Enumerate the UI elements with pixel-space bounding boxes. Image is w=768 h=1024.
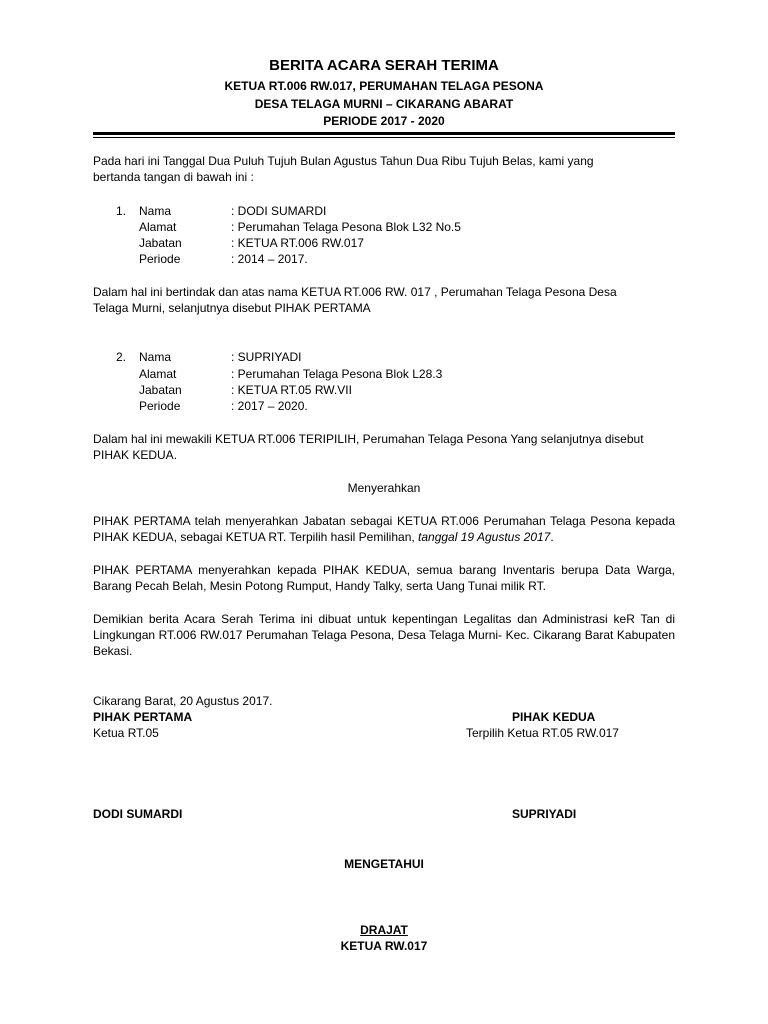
party-2-name-label: Nama (139, 350, 172, 364)
intro-line-1: Pada hari ini Tanggal Dua Puluh Tujuh Bulan Agustus Tahun Dua Ribu Tujuh Belas, kami yang (93, 154, 594, 168)
header-divider-thin (93, 137, 675, 138)
paragraph-handover-text: PIHAK PERTAMA telah menyerahkan Jabatan sebagai KETUA RT.006 Perumahan Telaga Pesona kepada PIHAK KEDUA, sebagai KETUA RT. Terpilih hasil Pemilihan, (93, 514, 675, 544)
party-2-number: 2. (116, 350, 127, 364)
paragraph-handover (93, 513, 675, 545)
left-signatory-title: PIHAK PERTAMA (93, 710, 193, 724)
party-1-description-line-2: Telaga Murni, selanjutnya disebut PIHAK PERTAMA (93, 301, 371, 315)
document-title: BERITA ACARA SERAH TERIMA (269, 57, 499, 74)
left-signatory-role: Ketua RT.05 (93, 726, 159, 740)
party-2-address-value: : Perumahan Telaga Pesona Blok L28.3 (231, 367, 443, 381)
right-signatory-role: Terpilih Ketua RT.05 RW.017 (466, 726, 619, 740)
party-2-name-value: : SUPRIYADI (231, 350, 302, 364)
paragraph-handover-end: . (550, 530, 554, 544)
header-line-2: DESA TELAGA MURNI – CIKARANG ABARAT (254, 97, 514, 111)
party-1-address-label: Alamat (139, 220, 177, 234)
witness-role: KETUA RW.017 (340, 939, 428, 953)
place-date: Cikarang Barat, 20 Agustus 2017. (93, 694, 273, 708)
party-1-period-label: Periode (139, 252, 181, 266)
paragraph-inventory: PIHAK PERTAMA menyerahkan kepada PIHAK KEDUA, semua barang Inventaris berupa Data Warga, Barang Pecah Belah, Mesin Potong Rumput, Handy Talky, serta Uang Tunai milik RT. (93, 563, 675, 593)
paragraph-handover-date: tanggal 19 Agustus 2017 (418, 530, 551, 544)
party-2-period-label: Periode (139, 399, 181, 413)
party-1-number: 1. (116, 204, 127, 218)
party-1-description-line-1: Dalam hal ini bertindak dan atas nama KETUA RT.006 RW. 017 , Perumahan Telaga Pesona Desa (93, 285, 617, 299)
party-1-period-value: : 2014 – 2017. (231, 252, 308, 266)
intro-line-2: bertanda tangan di bawah ini : (93, 170, 254, 184)
witness-name: DRAJAT (360, 923, 408, 937)
party-2-address-label: Alamat (139, 367, 177, 381)
header-line-1: KETUA RT.006 RW.017, PERUMAHAN TELAGA PESONA (224, 79, 544, 93)
acknowledged-heading: MENGETAHUI (344, 857, 424, 871)
header-line-3: PERIODE 2017 - 2020 (323, 114, 445, 128)
party-2-position-label: Jabatan (139, 383, 182, 397)
left-signatory-name: DODI SUMARDI (93, 807, 183, 821)
party-1-position-value: : KETUA RT.006 RW.017 (231, 236, 364, 250)
right-signatory-name: SUPRIYADI (512, 807, 577, 821)
right-signatory-title: PIHAK KEDUA (512, 710, 596, 724)
party-2-period-value: : 2017 – 2020. (231, 399, 308, 413)
party-1-position-label: Jabatan (139, 236, 182, 250)
party-1-address-value: : Perumahan Telaga Pesona Blok L32 No.5 (231, 220, 461, 234)
party-1-name-value: : DODI SUMARDI (231, 204, 327, 218)
party-2-position-value: : KETUA RT.05 RW.VII (231, 383, 352, 397)
party-1-name-label: Nama (139, 204, 172, 218)
party-2-description-line-2: PIHAK KEDUA. (93, 448, 178, 462)
handover-heading: Menyerahkan (347, 481, 421, 495)
paragraph-closing: Demikian berita Acara Serah Terima ini dibuat untuk kepentingan Legalitas dan Administrasi keR Tan di Lingkungan RT.006 RW.017 Perumahan Telaga Pesona, Desa Telaga Murni- Kec. Cikarang Barat Kabupaten Bekasi. (93, 612, 675, 658)
party-2-description-line-1: Dalam hal ini mewakili KETUA RT.006 TERIPILIH, Perumahan Telaga Pesona Yang selanjutnya disebut (93, 432, 644, 446)
header-divider-thick (93, 132, 675, 135)
